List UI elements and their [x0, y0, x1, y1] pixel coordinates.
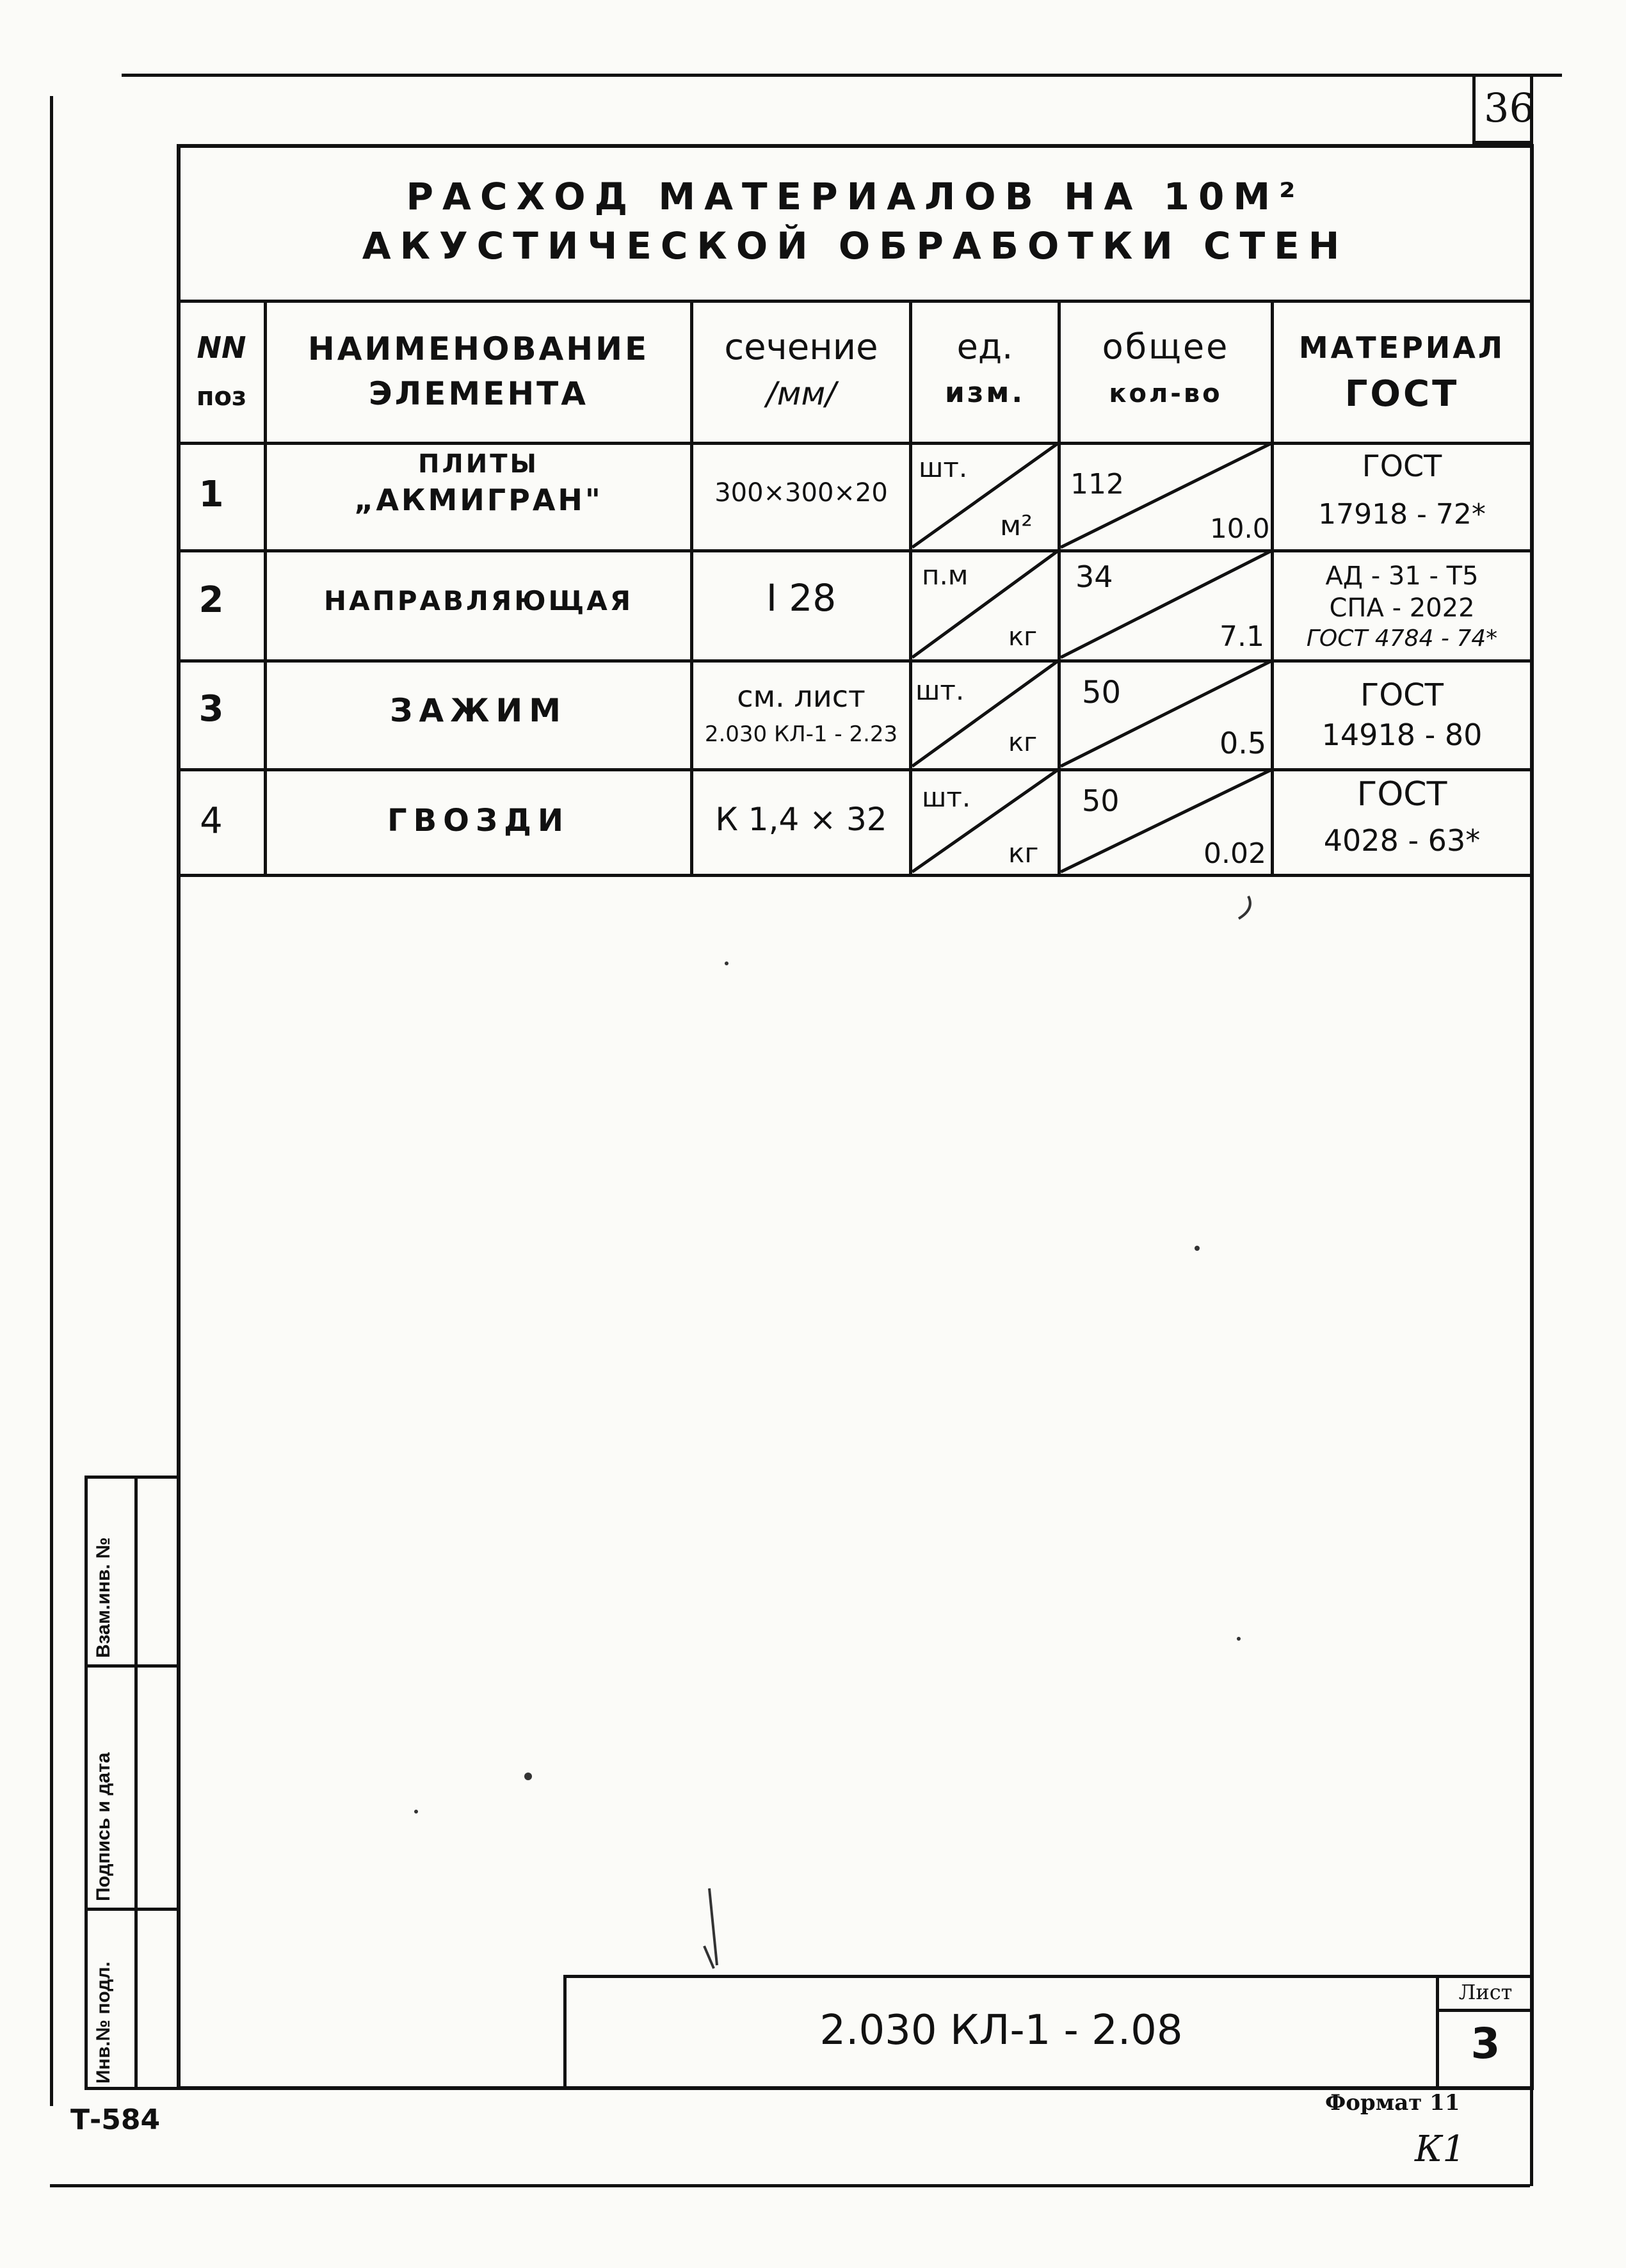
row2-unit-bottom: кг [1008, 622, 1038, 652]
row4-name: ГВОЗДИ [387, 803, 570, 839]
row2-material-3: ГОСТ 4784 - 74* [1306, 625, 1498, 652]
row3-qty-bottom: 0.5 [1220, 726, 1267, 760]
row4-qty-top: 50 [1082, 784, 1120, 818]
row1-material-2: 17918 - 72* [1318, 498, 1486, 531]
header-section-2: /мм/ [766, 375, 837, 412]
header-pos-1: NN [197, 330, 246, 365]
side-stamp-label-1: Взам.инв. № [93, 1537, 114, 1658]
row3-qty-top: 50 [1082, 675, 1122, 711]
row1-unit-bottom: м² [1000, 510, 1033, 542]
row4-material-1: ГОСТ [1356, 775, 1447, 814]
header-pos-2: поз [196, 382, 247, 412]
header-name-2: ЭЛЕМЕНТА [369, 375, 588, 412]
row2-section: I 28 [766, 576, 837, 620]
row1-section: 300×300×20 [714, 478, 888, 508]
row4-unit-top: шт. [922, 782, 971, 813]
format-label: Формат 11 [1325, 2090, 1460, 2116]
row1-unit-top: шт. [919, 452, 968, 483]
title-line1: РАСХОД МАТЕРИАЛОВ НА 10М² [406, 175, 1305, 218]
sheet-label: Лист [1458, 1980, 1513, 2004]
row1-name-1: ПЛИТЫ [418, 449, 539, 479]
row3-unit-top: шт. [915, 675, 965, 706]
header-name-1: НАИМЕНОВАНИЕ [307, 330, 650, 367]
row3-unit-bottom: кг [1008, 728, 1038, 757]
row4-section: К 1,4 × 32 [715, 801, 887, 838]
row2-qty-bottom: 7.1 [1220, 620, 1264, 653]
title-line2: АКУСТИЧЕСКОЙ ОБРАБОТКИ СТЕН [362, 224, 1349, 268]
header-section-1: сечение [724, 326, 878, 368]
header-material-2: ГОСТ [1344, 373, 1460, 415]
row1-material-1: ГОСТ [1362, 449, 1442, 483]
row1-pos: 1 [198, 474, 224, 515]
header-material-1: МАТЕРИАЛ [1298, 330, 1506, 365]
header-qty-1: общее [1102, 326, 1230, 367]
archive-code: Т-584 [70, 2103, 161, 2136]
header-unit-1: ед. [956, 326, 1013, 367]
document-code: 2.030 КЛ-1 - 2.08 [819, 2007, 1183, 2054]
row4-unit-bottom: кг [1008, 837, 1039, 869]
row4-material-2: 4028 - 63* [1323, 823, 1481, 858]
row3-material-1: ГОСТ [1360, 677, 1444, 713]
row1-qty-top: 112 [1070, 468, 1124, 501]
side-stamp-label-3: Инв.№ подл. [93, 1961, 114, 2084]
sheet-number: 3 [1470, 2019, 1501, 2068]
row3-section-1: см. лист [737, 679, 865, 714]
signature-mark: К1 [1415, 2128, 1465, 2170]
header-qty-2: кол-во [1109, 379, 1223, 408]
row2-material-1: АД - 31 - Т5 [1325, 561, 1479, 591]
corner-number: 36 [1484, 84, 1534, 131]
row3-section-2: 2.030 КЛ-1 - 2.23 [704, 721, 898, 747]
header-unit-2: изм. [944, 376, 1026, 409]
row1-qty-bottom: 10.0 [1210, 513, 1270, 544]
side-stamp-label-2: Подпись и дата [93, 1752, 114, 1901]
row2-name: НАПРАВЛЯЮЩАЯ [323, 585, 634, 616]
row4-pos: 4 [200, 800, 223, 842]
row4-qty-bottom: 0.02 [1203, 837, 1266, 870]
row3-material-2: 14918 - 80 [1321, 718, 1483, 752]
row2-material-2: СПА - 2022 [1329, 593, 1475, 623]
row1-name-2: „АКМИГРАН" [354, 483, 603, 517]
row3-name: ЗАЖИМ [389, 692, 568, 729]
row2-qty-top: 34 [1075, 559, 1113, 594]
row2-unit-top: п.м [922, 559, 969, 591]
row3-pos: 3 [198, 688, 224, 730]
row2-pos: 2 [198, 579, 224, 621]
